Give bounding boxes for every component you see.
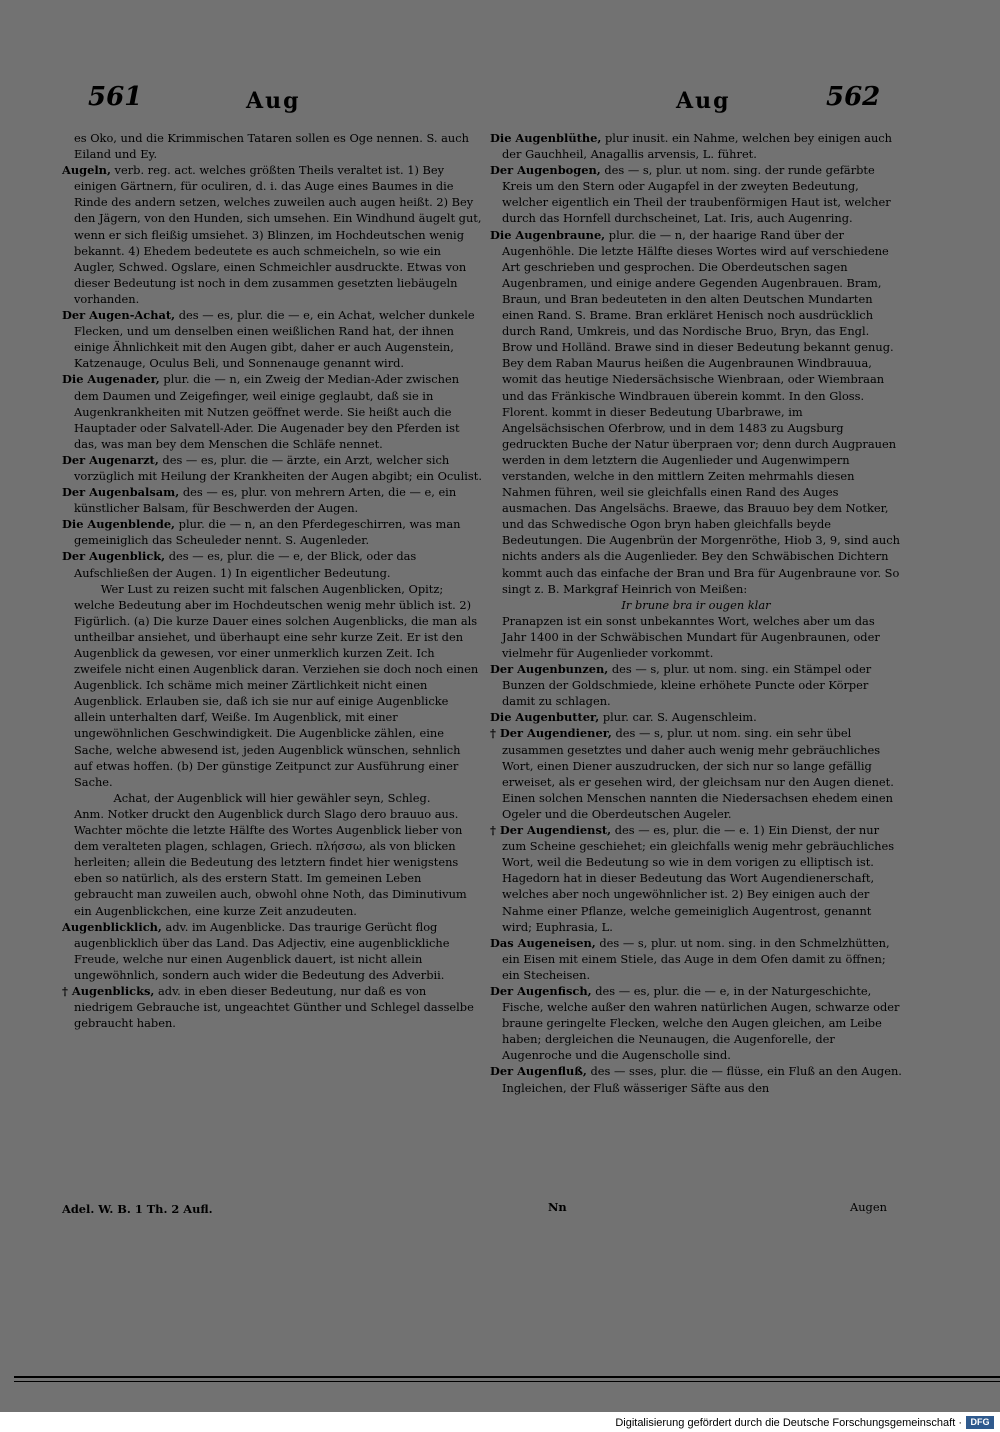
entry-text: des — s, plur. ut nom. sing. der runde gefärbte Kreis um den Stern oder Augapfel in der zweyten Bedeutung, welcher eigentlich ein Theil der traubenförmigen Haut ist, welcher durch das Hornfell durchscheinet, Lat. Iris, auch Augenring. (502, 163, 891, 226)
entry-text: plur. die — n, an den Pferdegeschirren, was man gemeiniglich das Scheuleder nennt. S. Augenleder. (74, 517, 461, 548)
headword: † Der Augendienst, (490, 823, 612, 838)
dictionary-entry (62, 516, 482, 548)
left-running-head: Aug (246, 88, 301, 114)
dictionary-entry (490, 661, 902, 709)
quotation: Wer Lust zu reizen sucht mit falschen Augenblicken, Opitz; (100, 581, 444, 596)
dictionary-entry (490, 983, 902, 1063)
signature-mark: Adel. W. B. 1 Th. 2 Aufl. (62, 1202, 213, 1216)
headword: Augenblicklich, (62, 919, 162, 934)
headword: Der Augen-Achat, (62, 308, 176, 323)
entry-text: des — es, plur. von mehrern Arten, die — e, ein künstlicher Balsam, für Beschwerden der Augen. (74, 485, 457, 516)
headword: Die Augenader, (62, 372, 160, 387)
dictionary-entry (490, 725, 902, 822)
dictionary-entry (62, 919, 482, 983)
dictionary-entry (490, 935, 902, 983)
entry-text: verb. reg. act. welches größten Theils veraltet ist. 1) Bey einigen Gärtnern, für oculiren, d. i. das Auge eines Baumes in die Rinde des andern setzen, welches zuweilen auch augen heißt. 2) Bey den Jägern, von den Hunden, sich umsehen. Ein Windhund äugelt gut, wenn er sich fleißig umsiehet. 3) Blinzen, im Hochdeutschen wenig bekannt. 4) Ehedem bedeutete es auch schmeicheln, so wie ein Augler, Schwed. Ogslare, einen Schmeichler ausdruckte. Etwas von dieser Bedeutung ist noch in dem zusammen gesetzten liebäugeln vorhanden. (74, 163, 482, 306)
dictionary-entry (62, 983, 482, 1031)
dictionary-entry (490, 822, 902, 935)
right-page-number: 562 (826, 82, 881, 112)
headword: Die Augenblende, (62, 517, 176, 532)
entry-text: des — es, plur. die — ärzte, ein Arzt, welcher sich vorzüglich mit Heilung der Krankheiten der Augen abgibt; ein Oculist. (74, 452, 482, 483)
continued-text: es Oko, und die Krimmischen Tataren sollen es Oge nennen. S. auch Eiland und Ey. (74, 131, 469, 162)
continued-text: Anm. Notker druckt den Augenblick durch Slago dero brauuo aus. Wachter möchte die letzte Hälfte des Wortes Augenblick lieber von dem veralteten plagen, schlagen, Griech. πλήσσω, als von blicken herleiten; allein die Bedeutung des letztern findet hier wenigstens eben so natürlich, als des erstern Statt. Im gemeinen Leben gebraucht man zuweilen auch, obwohl ohne Noth, das Diminutivum ein Augenblickchen, eine kurze Zeit anzudeuten. (74, 806, 467, 918)
headword: † Augenblicks, (62, 983, 155, 998)
dictionary-entry (62, 307, 482, 371)
dictionary-entry (62, 371, 482, 451)
entry-text: plur. car. S. Augenschleim. (602, 710, 757, 725)
headword: Die Augenbraune, (490, 227, 606, 242)
entry-text: plur inusit. ein Nahme, welchen bey einigen auch der Gauchheil, Anagallis arvensis, L. führet. (502, 131, 892, 162)
entry-text: des — es, plur. die — e, ein Achat, welcher dunkele Flecken, und um denselben einen weißlichen Rand hat, der ihnen einige Ähnlichkeit mit den Augen gibt, daher er auch Augenstein, Katzenauge, Oculus Beli, und Sonnenauge genannt wird. (74, 308, 475, 371)
entry-text: adv. im Augenblicke. Das traurige Gerücht flog augenblicklich über das Land. Das Adjectiv, eine augenblickliche Freude, welche nur einen Augenblick dauert, ist nicht allein ungewöhnlich, sondern auch wider die Bedeutung des Adverbii. (74, 919, 450, 982)
headword: Der Augenfluß, (490, 1064, 587, 1079)
headword: Der Augenblick, (62, 549, 166, 564)
headword: Das Augeneisen, (490, 935, 596, 950)
left-page-number: 561 (88, 82, 143, 112)
headword: † Der Augendiener, (490, 726, 612, 741)
bottom-rule (14, 1376, 1000, 1378)
dictionary-entry (490, 1063, 902, 1095)
headword: Der Augenfisch, (490, 983, 592, 998)
entry-text: des — es, plur. die — e. 1) Ein Dienst, der nur zum Scheine geschiehet; ein gleichfalls wenig mehr gebräuchliches Wort, weil die Bedeutung so wie in dem vorigen zu elliptisch ist. Hagedorn hat in dieser Bedeutung das Wort Augendienerschaft, welches aber noch ungewöhnlicher ist. 2) Bey einigen auch der Nahme einer Pflanze, welche gemeiniglich Augentrost, genannt wird; Euphrasia, L. (502, 823, 895, 934)
dictionary-entry (62, 484, 482, 516)
dictionary-entry (62, 162, 482, 307)
dictionary-entry (62, 548, 482, 580)
entry-text: des — es, plur. die — e, in der Naturgeschichte, Fische, welche außer den wahren natürlichen Augen, schwarze oder braune geringelte Flecken, welche den Augen gleichen, am Leibe haben; dergleichen die Neunaugen, die Augenforelle, der Augenroche und die Augenscholle sind. (502, 983, 900, 1063)
dfg-logo: DFG (966, 1416, 994, 1429)
right-column (490, 130, 902, 1096)
bottom-rule-thin (14, 1381, 1000, 1382)
entry-text: des — s, plur. ut nom. sing. ein sehr übel zusammen gesetztes und daher auch wenig mehr gebräuchliches Wort, einen Diener auszudrucken, der sich nur so lange gefällig erweiset, als er gesehen wird, der gleichsam nur den Augen dienet. Einen solchen Menschen nannten die Niedersachsen ehedem einen Ogeler und die Oberdeutschen Augeler. (502, 726, 894, 821)
entry-text: plur. die — n, ein Zweig der Median-Ader zwischen dem Daumen und Zeigefinger, weil einige geglaubt, daß sie in Augenkrankheiten mit Nutzen geöffnet werde. Sie heißt auch die Hauptader oder Salvatell-Ader. Die Augenader bey den Pferden ist das, was man bey dem Menschen die Schläfe nennet. (74, 372, 460, 451)
entry-text: des — sses, plur. die — flüsse, ein Fluß an den Augen. Ingleichen, der Fluß wässeriger Säfte aus den (502, 1064, 902, 1095)
headword: Der Augenbunzen, (490, 662, 609, 677)
entry-text: plur. die — n, der haarige Rand über der Augenhöhle. Die letzte Hälfte dieses Wortes wird auf verschiedene Art geschrieben und gesprochen. Die Oberdeutschen sagen Augenbramen, und einige andere Gegenden Augenbrauen. Bram, Braun, und Bran bedeuteten in den alten Deutschen Mundarten einen Rand. S. Brame. Bran erkläret Henisch noch ausdrücklich durch Rand, Umkreis, und das Nordische Bruo, Bryn, das Engl. Brow und Holländ. Brawe sind in dieser Bedeutung bekannt genug. Bey dem Raban Maurus heißen die Augenbraunen Windbrauua, womit das heutige Niedersächsische Wienbraan, oder Wiembraan und das Fränkische Windbrauen überein kommt. In den Gloss. Florent. kommt in dieser Bedeutung Ubarbrawe, im Angelsächsischen Oferbrow, und in dem 1483 zu Augsburg gedruckten Buche der Natur überpraen vor; denn durch Augprauen werden in dem letztern die Augenlieder und Augenwimpern verstanden, welche in den mittlern Zeiten mehrmahls diesen Nahmen führen, weil sie gleichfalls einen Rand des Auges ausmachen. Das Angelsächs. Braewe, das Brauuo bey dem Notker, und das Schwedische Ogon bryn haben gleichfalls beyde Bedeutungen. Die Augenbrün der Morgenröthe, Hiob 3, 9, sind auch nichts anders als die Augenlieder. Bey den Schwäbischen Dichtern kommt auch das einfache der Bran und Bra für Augenbraune vor. So singt z. B. Markgraf Heinrich von Meißen: (502, 227, 900, 596)
dictionary-entry (490, 709, 902, 725)
gathering-mark: Nn (548, 1200, 567, 1214)
entry-text: adv. in eben dieser Bedeutung, nur daß es von niedrigem Gebrauche ist, ungeachtet Günther und Schlegel dasselbe gebraucht haben. (74, 983, 474, 1031)
headword: Die Augenbutter, (490, 710, 600, 725)
dictionary-entry (490, 130, 902, 162)
dictionary-entry (490, 162, 902, 226)
headword: Augeln, (62, 163, 111, 178)
catchword: Augen (850, 1200, 887, 1214)
footer-bar (0, 1412, 1000, 1432)
entry-text: des — s, plur. ut nom. sing. in den Schmelzhütten, ein Eisen mit einem Stiele, das Auge in dem Ofen damit zu öffnen; ein Stecheisen. (502, 935, 890, 982)
quotation: Ir brune bra ir ougen klar (621, 597, 771, 612)
right-running-head: Aug (676, 88, 731, 114)
headword: Der Augenarzt, (62, 452, 159, 467)
continued-text: welche Bedeutung aber im Hochdeutschen wenig mehr üblich ist. 2) Figürlich. (a) Die kurze Dauer eines solchen Augenblicks, die man als untheilbar ansiehet, und überhaupt eine sehr kurze Zeit. Er ist den Augenblick da gewesen, vor einer unmerklich kurzen Zeit. Ich zweifele nicht einen Augenblick daran. Verziehen sie doch noch einen Augenblick. Ich schäme mich meiner Zärtlichkeit nicht einen Augenblick. Erlauben sie, daß ich sie nur auf einige Augenblicke allein unterhalten darf, Weiße. Im Augenblick, mit einer ungewöhnlichen Geschwindigkeit. Die Augenblicke zählen, eine Sache, welche abwesend ist, jeden Augenblick wünschen, sehnlich auf etwas hoffen. (b) Der günstige Zeitpunct zur Ausführung einer Sache. (74, 597, 479, 789)
headword: Die Augenblüthe, (490, 131, 602, 145)
dictionary-entry (490, 227, 902, 597)
dictionary-entry (62, 452, 482, 484)
headword: Der Augenbalsam, (62, 485, 180, 500)
continued-text: Pranapzen ist ein sonst unbekanntes Wort, welches aber um das Jahr 1400 in der Schwäbischen Mundart für Augenbraunen, oder vielmehr für Augenlieder vorkommt. (502, 613, 880, 660)
entry-text: des — s, plur. ut nom. sing. ein Stämpel oder Bunzen der Goldschmiede, kleine erhöhete Puncte oder Körper damit zu schlagen. (502, 662, 872, 709)
headword: Der Augenbogen, (490, 163, 601, 178)
quotation: Achat, der Augenblick will hier gewähler seyn, Schleg. (113, 790, 431, 805)
entry-text: des — es, plur. die — e, der Blick, oder das Aufschließen der Augen. 1) In eigentlicher Bedeutung. (74, 549, 417, 580)
footer-credit: Digitalisierung gefördert durch die Deutsche Forschungsgemeinschaft · (615, 1417, 962, 1429)
left-column (62, 130, 482, 1031)
